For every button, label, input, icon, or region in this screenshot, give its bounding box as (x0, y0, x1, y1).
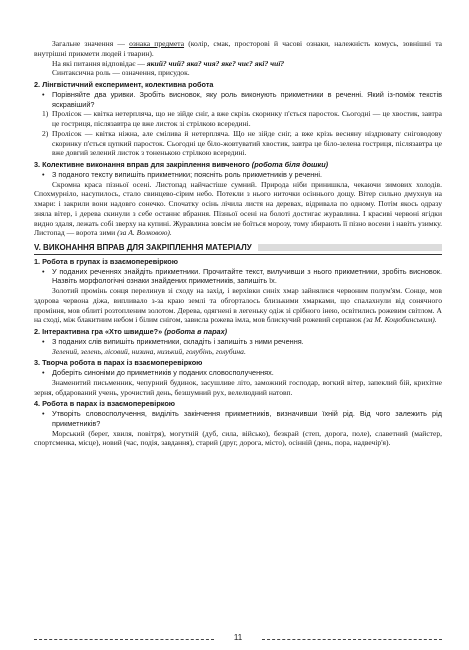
section-v-title-text: V. ВИКОНАННЯ ВПРАВ ДЛЯ ЗАКРІПЛЕННЯ МАТЕРІАЛУ (34, 243, 252, 252)
s2-item-2 (34, 129, 442, 158)
intro-meaning-label: Загальне значення — (52, 39, 125, 48)
section-v-title (34, 243, 442, 253)
footer-dash-right (262, 639, 442, 640)
s2-item-1-text: Пролісок — квітка нетерпляча, що не зійде сніг, а вже скрізь скоринку п'ється паросток. Сьогодні — це хвостик, завтра це гостриця, післязавтра це вже листок зі стрілкою всередині. (52, 109, 442, 128)
v3-task (34, 368, 442, 378)
intro-syntax: Синтаксична роль — означення, присудок. (52, 68, 190, 78)
bullet-icon: • (42, 89, 45, 99)
intro-meaning (34, 39, 442, 59)
v1-author: (за М. Коцюбинським). (363, 315, 437, 325)
v2-heading-text: 2. Інтерактивна гра «Хто швидше?» (34, 327, 163, 336)
v3-heading: 3. Творча робота в парах із взаємоперевіркою (34, 358, 203, 368)
section-rule (34, 254, 442, 255)
section-divider-bar (258, 244, 442, 251)
intro-meaning-rest: (колір, смак, просторові й часові ознаки, належність комусь, зовнішні та внутрішні прикмети людей і тварин). (34, 39, 442, 58)
s3-heading-note: (робота біля дошки) (251, 160, 329, 169)
v2-task (34, 337, 442, 347)
s2-item-1 (34, 109, 442, 129)
v4-heading: 4. Робота в парах із взаємоперевіркою (34, 399, 176, 409)
s3-author: (за А. Волковою). (117, 228, 172, 238)
intro-questions-list: який? чий? яка? чия? яке? чиє? які? чиї? (144, 58, 285, 68)
page-content (34, 39, 442, 448)
s2-task-text: Порівняйте два уривки. Зробіть висновок, яку роль виконують прикметники в реченні. Який із-поміж текстів яскравіший? (52, 89, 442, 109)
s3-text-body: Скромна краса пізньої осені. Листопад найчастіше сумний. Природа ніби принишкла, чекаючи зимових холодів. Спохмурніло, насупилось, стало свинцево-сірим небо. Потекли з нього ниточки осіннього дощу. Вітер сильно дмухнув на хмари: і закрили вони надовго сонечко. Спочатку осінь лічила листя на деревах, відривала по одному. Потім якось одразу зняла вітер, і дерева скинули з себе останнє вбрання. Пізньої осені на болоті достигає журавлина. І красиві червоні ягідки видно здаля, лежать собі зверху на купині. Журавлина зовсім не боїться морозу, тому збирають її пізно восени і навіть узимку. Листопад — ворота зими (34, 179, 442, 238)
s2-item-2-text: Пролісок — квітка ніжна, але смілива й нетерпляча. Що не зійде сніг, а вже крізь весняну ніздрювату сніговодову скоринку п'ється цупкий паросток. Сьогодні це біло-жовтуватий хвостик, завтра це біло-зелена гостриця, післязавтра це вже довгий зелений листок з тоненькою стрілкою всередині. (52, 128, 442, 158)
page-footer (34, 633, 442, 645)
v2-words: Зелений, зелень, лісовий, низина, низький, голубінь, голубина. (52, 346, 246, 356)
bullet-icon: • (42, 368, 45, 377)
bullet-icon: • (42, 336, 45, 346)
s2-item-1-number: 1) (42, 109, 49, 119)
bullet-icon: • (42, 169, 45, 179)
v2-heading (34, 327, 442, 337)
v4-task-text: Утворіть словосполучення, виділіть закінчення прикметників, визначивши їхній рід. Від чого залежить рід прикметників? (52, 409, 442, 428)
v1-task (34, 267, 442, 287)
bullet-icon: • (42, 409, 45, 418)
v1-text (34, 286, 442, 325)
s3-heading (34, 160, 442, 170)
s2-item-2-number: 2) (42, 128, 49, 138)
s3-text (34, 180, 442, 239)
v4-task (34, 409, 442, 429)
s2-heading: 2. Лінгвістичний експеримент, колективна робота (34, 80, 214, 89)
page-number: 11 (233, 633, 243, 642)
intro-meaning-term: ознака предмета (129, 39, 185, 48)
v1-task-text: У поданих реченнях знайдіть прикметники. Прочитайте текст, вилучивши з нього прикметники, зробіть висновок. Назвіть морфологічні ознаки знайдених прикметників, запишіть їх. (52, 266, 442, 286)
s3-task-text: З поданого тексту випишіть прикметники; поясніть роль прикметників у реченні. (52, 169, 322, 179)
v3-text: Знаменитий письменник, чепурний будинок, засушливе літо, заможний господар, вогкий вітер, запеклий бій, крихітне зерня, обдарований учень, урочистий день, безшумний рух, велелюдний натовп. (34, 377, 442, 397)
v4-text: Морський (берег, хвиля, повітря), могутній (дуб, сила, військо), безкрай (степ, дорога, поле), славетний (майстер, спортсменка, місце), новий (час, подія, завдання), старий (друг, дорога, місто), осінній (день, пора, надвечір'я). (34, 428, 442, 448)
bullet-icon: • (42, 266, 45, 276)
v2-heading-note: (робота в парах) (164, 327, 228, 336)
s2-task (34, 90, 442, 110)
v1-heading: 1. Робота в групах із взаємоперевіркою (34, 256, 178, 266)
v2-task-text: З поданих слів випишіть прикметники, складіть і запишіть з ними речення. (52, 336, 304, 346)
s3-task (34, 170, 442, 180)
v1-text-body: Золотий промінь сонця перелинув зі сходу на захід, і верхівки синіх хмар зайнялися червоним полум'ям. Сонце, мов здорова червона діжа, випливало з-за краю землі та обгорталось близькими хмарками, що спалахнули від сонячного проміння, мов облиті розтопленим золотом. Дерева, одягнені в легеньку одіж зі срібного інею, освітились рожевим світлом. А на сході, між блакитним небом і білим снігом, зависла рожева імла, мов блискучий рожевий серпанок (34, 286, 442, 325)
intro-questions (34, 59, 442, 69)
intro-questions-label: На які питання відповідає — (52, 58, 145, 68)
s3-heading-text: 3. Колективне виконання вправ для закріплення вивченого (34, 160, 250, 169)
v3-task-text: Доберіть синоніми до прикметників у поданих словосполученнях. (52, 368, 274, 377)
